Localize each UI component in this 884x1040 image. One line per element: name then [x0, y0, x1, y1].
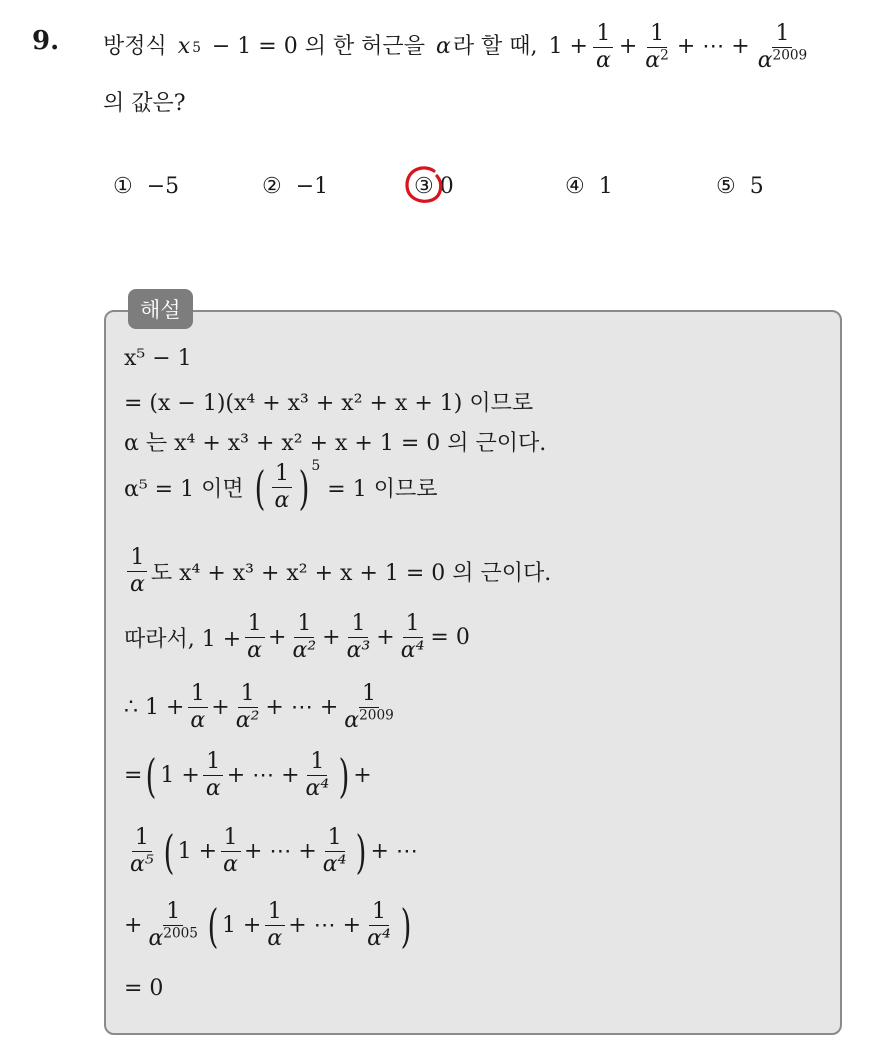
choice-mark: ② [262, 174, 282, 199]
sum-plus: + [618, 34, 638, 60]
solution-line-10: + $\frac{1}{\alpha^{2005}}$ ( 1 + $\frac{1}{\alpha}$ + ⋯ + $\frac{1}{\text{α⁴}}$ ) [124, 898, 412, 953]
solution-line-6: 따라서, 1 + $\frac{1}{\alpha}$ + $\frac{1}{\text{α²}}$ + $\frac{1}{\text{α³}}$ + $\frac{1}{\text{α⁴}}$ = 0 [124, 611, 470, 664]
solution-line-5: $\frac{1}{\alpha}$ 도 x⁴ + x³ + x² + x + 1 = 0 의 근이다. [124, 546, 551, 597]
question-stem: 방정식 x 5 − 1 = 0 의 한 허근을 α 라 할 때, 1 + $\frac{1}{\alpha}$ + $\frac{1}{\alpha^2}$ + ⋯ + $\frac{1}{\alpha^{2009}}$ [103, 22, 813, 73]
solution-line-2: = (x − 1)(x⁴ + x³ + x² + x + 1) 이므로 [124, 391, 534, 416]
solution-line-1: x⁵ − 1 [124, 346, 192, 371]
question-stem-line2: 의 값은? [103, 91, 186, 116]
stem-alpha: α [435, 34, 451, 60]
choice-mark: ① [113, 174, 133, 199]
choice-5[interactable] [716, 174, 764, 199]
fraction-1-over-alpha: $\frac{1}{\alpha}$ [593, 22, 614, 73]
solution-line-11: = 0 [124, 976, 164, 1001]
fraction-1-over-alpha2009: $\frac{1}{\alpha^{2009}}$ [757, 21, 808, 74]
choice-value: 1 [598, 174, 613, 199]
question-number: 9. [32, 26, 60, 56]
sum-lead: 1 + [548, 34, 588, 60]
solution-line-7: ∴ 1 + $\frac{1}{\alpha}$ + $\frac{1}{\text{α²}}$ + ⋯ + $\frac{1}{\alpha^{2009}}$ [124, 681, 394, 734]
stem-var-x: x [177, 34, 191, 60]
answer-circle-mark [404, 165, 444, 205]
stem-text-2: 라 할 때, [452, 34, 538, 60]
choice-value: 0 [439, 174, 454, 199]
choice-mark: ③ [414, 174, 434, 199]
choice-1[interactable] [113, 174, 179, 199]
solution-line-3: α 는 x⁴ + x³ + x² + x + 1 = 0 의 근이다. [124, 431, 547, 456]
solution-line-8: = ( 1 + $\frac{1}{\alpha}$ + ⋯ + $\frac{1}{\text{α⁴}}$ ) + [124, 748, 372, 803]
fraction-1-over-alpha2: $\frac{1}{\alpha^2}$ [645, 21, 669, 74]
choice-mark: ④ [565, 174, 585, 199]
solution-line-4: α⁵ = 1 이면 ( $\frac{1}{\alpha}$ ) 5 = 1 이므로 [124, 457, 438, 515]
choice-value: −1 [295, 174, 329, 199]
solution-badge: 해설 [128, 289, 193, 329]
stem-eq-rest: − 1 = 0 의 한 허근을 [211, 34, 425, 60]
sum-ellipsis: + ⋯ + [676, 34, 750, 60]
choice-value: −5 [146, 174, 180, 199]
choice-4[interactable] [565, 174, 613, 199]
choice-2[interactable] [262, 174, 328, 199]
solution-line-9: $\frac{1}{\text{α⁵}}$ ( 1 + $\frac{1}{\alpha}$ + ⋯ + $\frac{1}{\text{α⁴}}$ ) + ⋯ [130, 824, 418, 879]
stem-text-1: 방정식 [103, 34, 167, 60]
choice-value: 5 [749, 174, 764, 199]
choice-mark: ⑤ [716, 174, 736, 199]
